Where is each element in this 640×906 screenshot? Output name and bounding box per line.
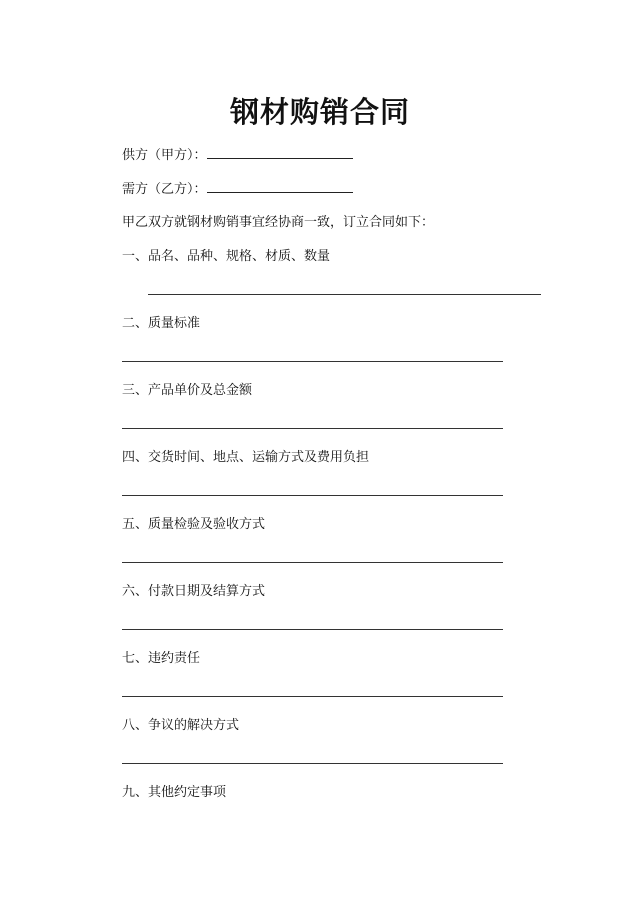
intro-text: 甲乙双方就钢材购销事宜经协商一致，订立合同如下： [122, 215, 435, 230]
section-blank-line [122, 361, 503, 362]
section-blank-line [122, 562, 503, 563]
section-blank-line [122, 495, 503, 496]
buyer-blank [207, 191, 353, 193]
section-heading: 九、其他约定事项 [122, 785, 227, 800]
section-heading: 八、争议的解决方式 [122, 718, 240, 733]
section-heading: 六、付款日期及结算方式 [122, 584, 266, 599]
section-blank-line [148, 294, 541, 295]
buyer-line [122, 181, 353, 199]
section-heading: 二、质量标准 [122, 316, 201, 331]
section-blank-line [122, 763, 503, 764]
supplier-line [122, 147, 353, 165]
supplier-blank [207, 157, 353, 159]
section-blank-line [122, 629, 503, 630]
section-heading: 一、品名、品种、规格、材质、数量 [122, 249, 331, 264]
section-blank-line [122, 696, 503, 697]
section-heading: 四、交货时间、地点、运输方式及费用负担 [122, 450, 370, 465]
section-heading: 五、质量检验及验收方式 [122, 517, 266, 532]
buyer-label: 需方（乙方）： [122, 182, 207, 197]
section-blank-line [122, 428, 503, 429]
supplier-label: 供方（甲方）： [122, 148, 207, 163]
page-title: 钢材购销合同 [229, 95, 410, 129]
section-heading: 七、违约责任 [122, 651, 201, 666]
section-heading: 三、产品单价及总金额 [122, 383, 253, 398]
